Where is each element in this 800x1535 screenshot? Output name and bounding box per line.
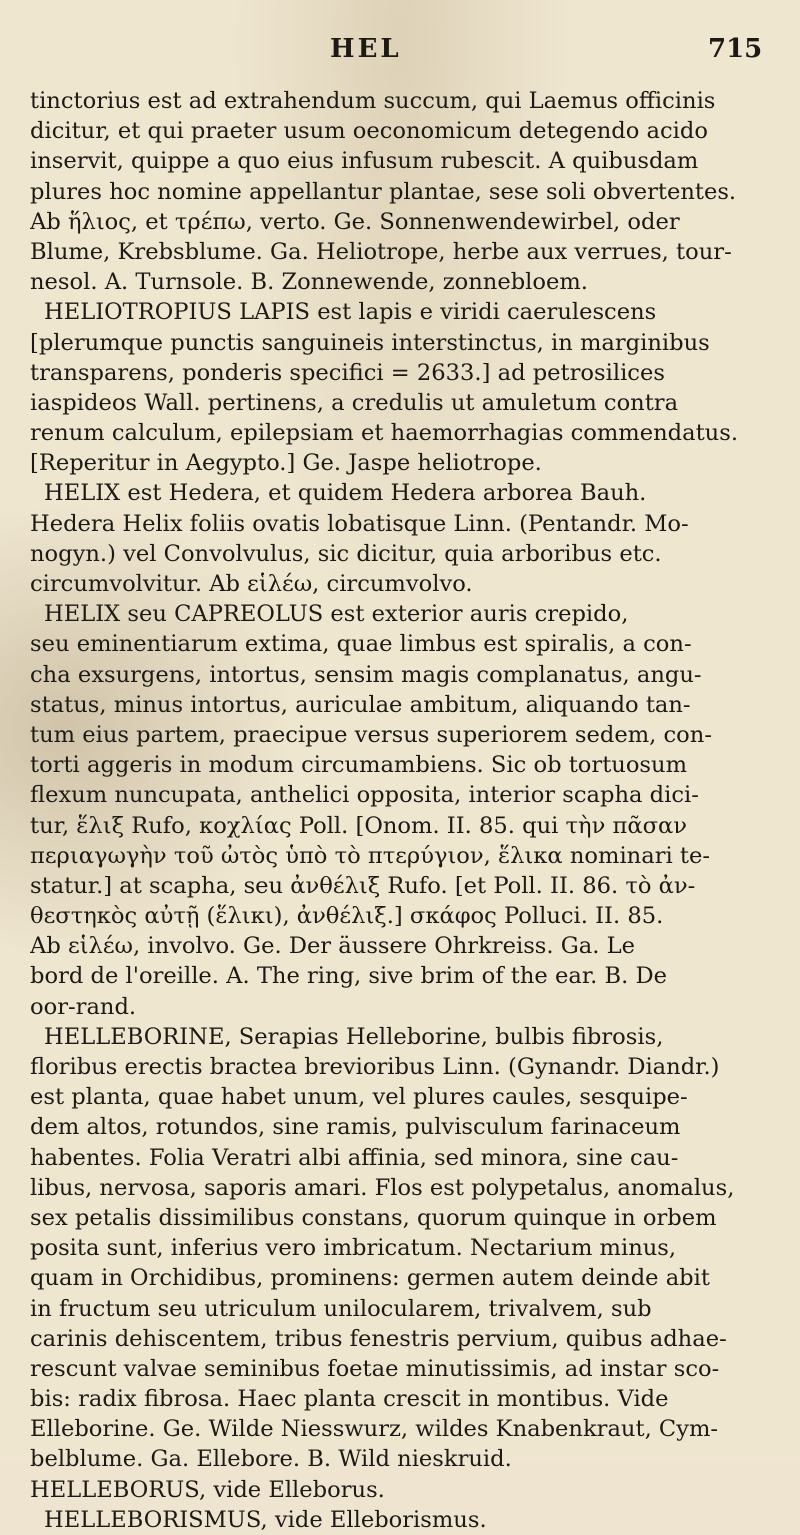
text-line: HELLEBORINE, Serapias Helleborine, bulbis fibrosis, xyxy=(44,1023,664,1050)
text-line: cha exsurgens, intortus, sensim magis complanatus, angu- xyxy=(30,661,702,688)
text-line: HELIX seu CAPREOLUS est exterior auris crepido, xyxy=(44,601,629,628)
text-line: HELIOTROPIUS LAPIS est lapis e viridi caerulescens xyxy=(44,299,657,326)
text-line: Blume, Krebsblume. Ga. Heliotrope, herbe aux verrues, tour- xyxy=(30,238,732,265)
text-line: flexum nuncupata, anthelici opposita, interior scapha dici- xyxy=(30,782,699,809)
text-line: dicitur, et qui praeter usum oeconomicum detegendo acido xyxy=(30,118,708,145)
text-line: dem altos, rotundos, sine ramis, pulvisculum farinaceum xyxy=(30,1114,681,1141)
text-line: circumvolvitur. Ab εἱλέω, circumvolvo. xyxy=(30,571,473,597)
page-number: 715 xyxy=(708,34,763,64)
text-line: habentes. Folia Veratri albi affinia, sed minora, sine cau- xyxy=(30,1144,679,1171)
text-line: belblume. Ga. Ellebore. B. Wild nieskruid. xyxy=(30,1446,512,1473)
text-line: tum eius partem, praecipue versus superiorem sedem, con- xyxy=(30,721,712,748)
text-line: posita sunt, inferius vero imbricatum. Nectarium minus, xyxy=(30,1235,677,1262)
text-line: [Reperitur in Aegypto.] Ge. Jaspe heliotrope. xyxy=(30,450,542,477)
text-line: rescunt valvae seminibus foetae minutissimis, ad instar sco- xyxy=(30,1355,720,1382)
text-line: plures hoc nomine appellantur plantae, sese soli obvertentes. xyxy=(30,178,737,205)
text-line: Hedera Helix foliis ovatis lobatisque Linn. (Pentandr. Mo- xyxy=(30,510,689,537)
text-line: est planta, quae habet unum, vel plures caules, sesquipe- xyxy=(30,1084,688,1111)
text-line: bis: radix fibrosa. Haec planta crescit in montibus. Vide xyxy=(30,1386,669,1413)
text-line: HELLEBORISMUS, vide Elleborismus. xyxy=(44,1506,487,1533)
text-line: seu eminentiarum extima, quae limbus est spiralis, a con- xyxy=(30,631,692,658)
text-line: nogyn.) vel Convolvulus, sic dicitur, quia arboribus etc. xyxy=(30,540,662,567)
text-line: renum calculum, epilepsiam et haemorrhagias commendatus. xyxy=(30,420,738,447)
text-line: carinis dehiscentem, tribus fenestris pervium, quibus adhae- xyxy=(30,1325,727,1352)
text-line: Elleborine. Ge. Wilde Niesswurz, wildes Knabenkraut, Cym- xyxy=(30,1416,719,1443)
running-head xyxy=(0,34,800,74)
text-line: oor-rand. xyxy=(30,993,137,1020)
dictionary-text xyxy=(30,86,790,1535)
text-line: περιαγωγὴν τοῦ ὠτὸς ὑπὸ τὸ πτερύγιον, ἕλικα nominari te- xyxy=(30,842,710,869)
text-line: Ab ἥλιος, et τρέπω, verto. Ge. Sonnenwendewirbel, oder xyxy=(30,208,680,235)
text-line: tinctorius est ad extrahendum succum, qui Laemus officinis xyxy=(30,88,716,114)
running-head-title: HEL xyxy=(330,34,402,64)
text-line: nesol. A. Turnsole. B. Zonnewende, zonnebloem. xyxy=(30,269,588,296)
text-line: iaspideos Wall. pertinens, a credulis ut amuletum contra xyxy=(30,389,679,416)
text-line: Ab εἱλέω, involvo. Ge. Der äussere Ohrkreiss. Ga. Le xyxy=(30,933,636,960)
text-line: status, minus intortus, auriculae ambitum, aliquando tan- xyxy=(30,691,691,718)
text-line: sex petalis dissimilibus constans, quorum quinque in orbem xyxy=(30,1204,717,1231)
text-line: libus, nervosa, saporis amari. Flos est polypetalus, anomalus, xyxy=(30,1174,735,1201)
text-line: in fructum seu utriculum unilocularem, trivalvem, sub xyxy=(30,1295,652,1322)
text-line: inservit, quippe a quo eius infusum rubescit. A quibusdam xyxy=(30,148,699,175)
text-line: floribus erectis bractea brevioribus Linn. (Gynandr. Diandr.) xyxy=(30,1054,720,1080)
text-line: statur.] at scapha, seu ἀνθέλιξ Rufo. [et Poll. II. 86. τὸ ἀν- xyxy=(30,872,696,899)
text-line: HELIX est Hedera, et quidem Hedera arborea Bauh. xyxy=(44,480,647,507)
text-line: torti aggeris in modum circumambiens. Sic ob tortuosum xyxy=(30,752,687,779)
text-line: [plerumque punctis sanguineis interstinctus, in marginibus xyxy=(30,329,710,356)
text-line: transparens, ponderis specifici = 2633.] ad petrosilices xyxy=(30,359,665,386)
text-line: HELLEBORUS, vide Elleborus. xyxy=(30,1476,385,1503)
text-line: tur, ἕλιξ Rufo, κοχλίας Poll. [Onom. II. 85. qui τὴν πᾶσαν xyxy=(30,812,688,839)
text-line: bord de l'oreille. A. The ring, sive brim of the ear. B. De xyxy=(30,963,667,990)
text-line: θεστηκὸς αὐτῇ (ἕλικι), ἀνθέλιξ.] σκάφος Polluci. II. 85. xyxy=(30,903,664,930)
text-line: quam in Orchidibus, prominens: germen autem deinde abit xyxy=(30,1265,710,1292)
